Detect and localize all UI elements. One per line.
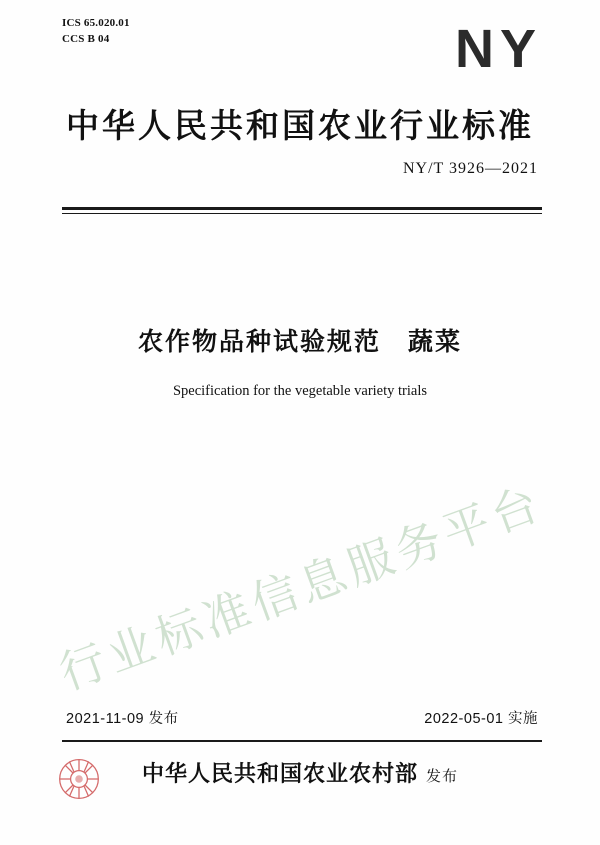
ics-classification-block — [62, 16, 130, 48]
issue-date: 2021-11-09 发布 — [66, 711, 179, 727]
implementation-date: 2022-05-01 实施 — [424, 711, 538, 727]
standard-series-title: 中华人民共和国农业行业标准 — [66, 109, 534, 145]
header-rule-thin — [62, 213, 542, 214]
footer-rule — [62, 740, 542, 742]
header-rule-thick — [62, 207, 542, 210]
issuing-organization: 中华人民共和国农业农村部 — [141, 761, 418, 786]
issuing-authority — [0, 757, 600, 788]
document-title-chinese: 农作物品种试验规范 蔬菜 — [137, 329, 462, 356]
standard-number: NY/T 3926—2021 — [402, 160, 538, 177]
issuing-verb: 发布 — [426, 769, 459, 785]
ics-code: ICS 65.020.01 — [62, 17, 130, 29]
watermark-text: 行业标准信息服务平台 — [52, 477, 550, 700]
document-title-english: Specification for the vegetable variety trials — [172, 383, 428, 399]
ccs-code: CCS B 04 — [62, 32, 110, 45]
ny-logo: NY — [454, 19, 542, 79]
